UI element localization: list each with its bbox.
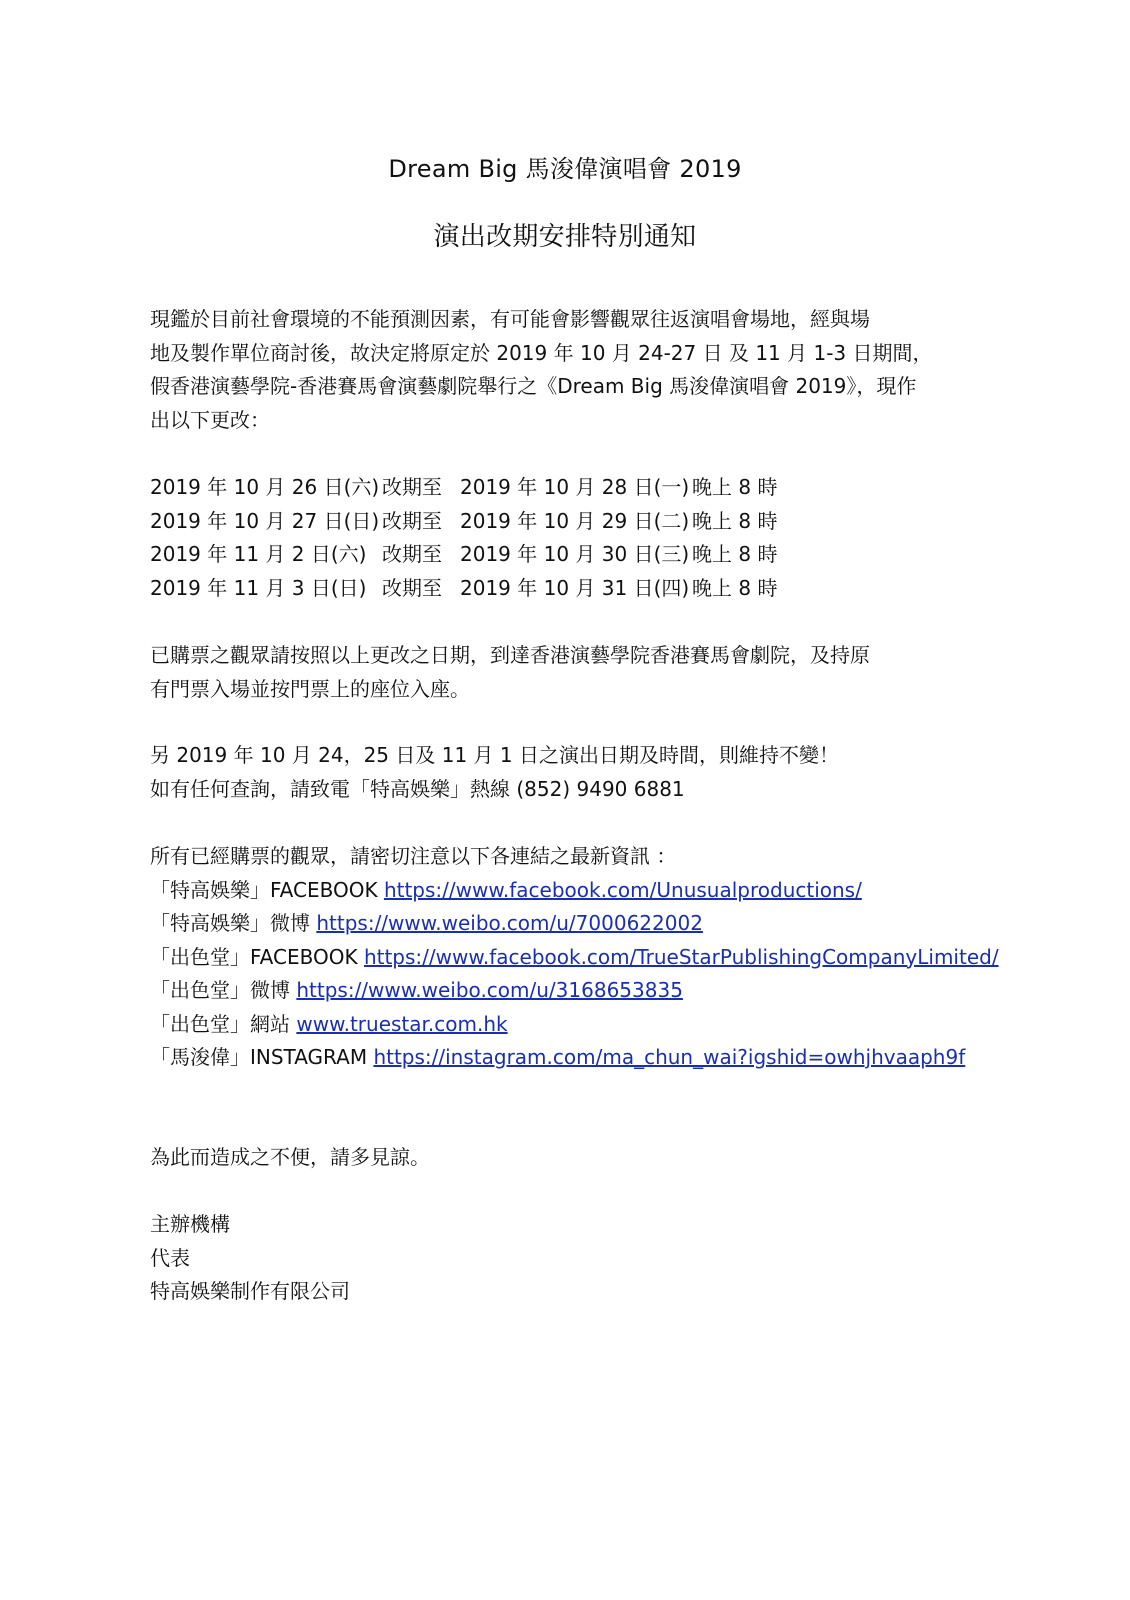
info-notes <box>150 739 970 806</box>
show-time: 晚上 8 時 <box>692 508 778 533</box>
link-label: 「出色堂」網站 <box>150 1011 297 1036</box>
weibo-link[interactable]: https://www.weibo.com/u/7000622002 <box>316 911 703 935</box>
link-label: 「特高娛樂」微博 <box>150 911 317 935</box>
link-label: 「出色堂」微博 <box>150 978 297 1002</box>
website-link[interactable]: www.truestar.com.hk <box>296 1011 508 1036</box>
show-time: 晚上 8 時 <box>692 542 778 566</box>
link-item <box>150 1008 970 1042</box>
apology-text: 為此而造成之不便，請多見諒。 <box>150 1145 430 1169</box>
intro-paragraph <box>150 303 970 437</box>
schedule-row <box>150 572 777 606</box>
signature-block <box>150 1208 970 1309</box>
schedule-row <box>150 538 777 572</box>
links-intro: 所有已經購票的觀眾，請密切注意以下各連結之最新資訊 ： <box>150 844 677 868</box>
original-date: 2019 年 11 月 3 日(日) <box>150 575 367 600</box>
instagram-link[interactable]: https://instagram.com/ma_chun_wai?igshid=owhjhvaaph9f <box>373 1045 966 1069</box>
link-label: 「出色堂」FACEBOOK <box>150 944 364 969</box>
original-date: 2019 年 11 月 2 日(六) <box>150 542 367 566</box>
page-subtitle: 演出改期安排特別通知 <box>433 222 697 252</box>
signature-line: 主辦機構 <box>150 1212 230 1236</box>
new-date: 2019 年 10 月 28 日(一) <box>460 475 690 499</box>
ticket-note <box>150 639 970 706</box>
show-time: 晚上 8 時 <box>692 575 778 600</box>
page-title: Dream Big 馬浚偉演唱會 2019 <box>388 155 742 183</box>
link-label: 「特高娛樂」FACEBOOK <box>150 877 384 902</box>
unchanged-note: 另 2019 年 10 月 24，25 日及 11 月 1 日之演出日期及時間，則維持不變！ <box>150 743 839 767</box>
intro-line: 地及製作單位商討後，故決定將原定於 2019 年 10 月 24-27 日 及 11 月 1-3 日期間， <box>150 340 933 365</box>
signature-line: 特高娛樂制作有限公司 <box>150 1279 350 1303</box>
new-date: 2019 年 10 月 31 日(四) <box>460 575 690 600</box>
link-item <box>150 874 970 908</box>
intro-line: 出以下更改： <box>150 407 270 432</box>
intro-line: 假香港演藝學院-香港賽馬會演藝劇院舉行之《Dream Big 馬浚偉演唱會 2019》，現作 <box>150 374 917 398</box>
schedule-list <box>150 471 777 605</box>
link-item <box>150 1041 970 1075</box>
link-item <box>150 974 970 1008</box>
facebook-link[interactable]: https://www.facebook.com/Unusualproductions/ <box>383 877 862 902</box>
enquiry-note: 如有任何查詢，請致電「特高娛樂」熱線 (852) 9490 6881 <box>150 776 685 801</box>
show-time: 晚上 8 時 <box>692 475 778 499</box>
schedule-row <box>150 471 777 505</box>
ticket-note-line: 有門票入場並按門票上的座位入座。 <box>150 676 470 701</box>
link-item <box>150 907 970 941</box>
facebook-link[interactable]: https://www.facebook.com/TrueStarPublishingCompanyLimited/ <box>363 944 999 969</box>
signature-line: 代表 <box>150 1245 190 1270</box>
new-date: 2019 年 10 月 29 日(二) <box>460 508 690 533</box>
weibo-link[interactable]: https://www.weibo.com/u/3168653835 <box>296 978 683 1002</box>
link-item <box>150 941 999 975</box>
apology-note <box>150 1141 970 1175</box>
change-label: 改期至 <box>382 542 442 566</box>
change-label: 改期至 <box>382 508 442 533</box>
original-date: 2019 年 10 月 26 日(六) <box>150 475 380 499</box>
change-label: 改期至 <box>382 575 442 600</box>
link-label: 「馬浚偉」INSTAGRAM <box>150 1045 374 1069</box>
change-label: 改期至 <box>382 475 442 499</box>
ticket-note-line: 已購票之觀眾請按照以上更改之日期，到達香港演藝學院香港賽馬會劇院，及持原 <box>150 643 870 667</box>
intro-line: 現鑑於目前社會環境的不能預測因素，有可能會影響觀眾往返演唱會場地，經與場 <box>150 307 870 331</box>
new-date: 2019 年 10 月 30 日(三) <box>460 542 690 566</box>
links-section <box>150 840 999 1075</box>
schedule-row <box>150 505 777 539</box>
original-date: 2019 年 10 月 27 日(日) <box>150 508 380 533</box>
